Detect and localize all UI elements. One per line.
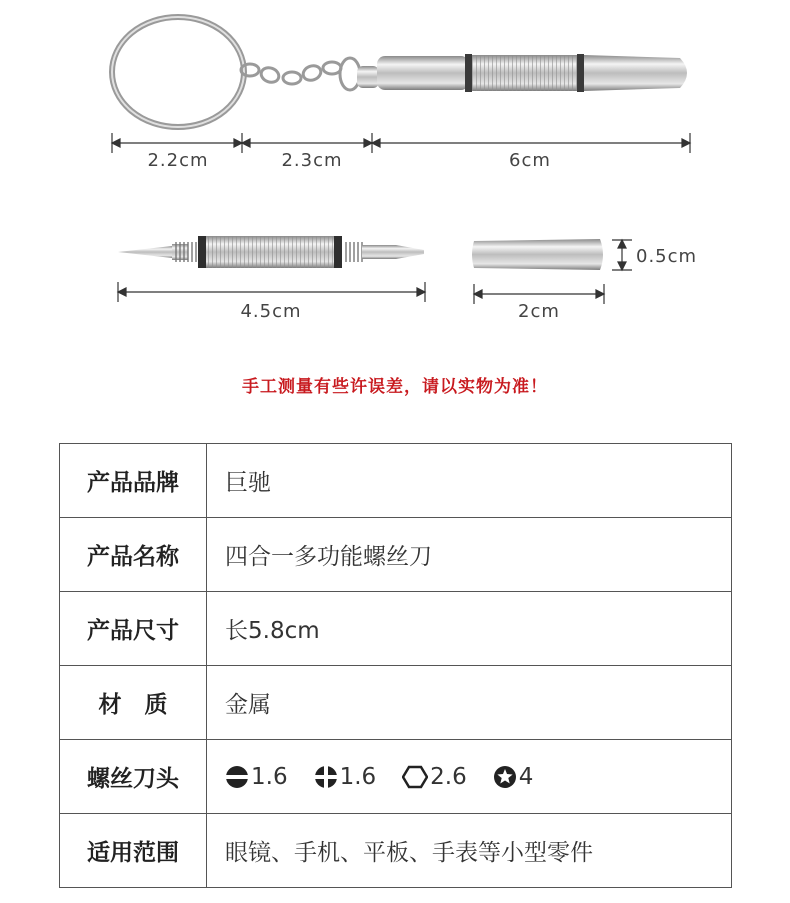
spec-key-size: 产品尺寸 (60, 592, 207, 666)
bit-hex (402, 764, 467, 790)
hex-bit-icon (402, 765, 428, 789)
spec-key-name: 产品名称 (60, 518, 207, 592)
dim-bit-label: 4.5cm (240, 301, 302, 322)
table-row (60, 666, 732, 740)
key-ring (112, 17, 244, 127)
table-row (60, 518, 732, 592)
bit-torx (493, 764, 534, 790)
dim-body-label: 6cm (509, 150, 551, 171)
torx-bit-icon (493, 765, 517, 789)
dim-cap-length-label: 2cm (518, 301, 560, 322)
measurement-notice: 手工测量有些许误差，请以实物为准！ (242, 377, 548, 397)
spec-value-bits (207, 740, 732, 814)
table-row (60, 814, 732, 888)
bit-phillips (314, 764, 377, 790)
spec-key-bits: 螺丝刀头 (60, 740, 207, 814)
spec-value-usage: 眼镜、手机、平板、手表等小型零件 (207, 814, 732, 888)
spec-value-material: 金属 (207, 666, 732, 740)
bit-size: 1.6 (339, 763, 377, 790)
bit-size: 4 (518, 763, 534, 790)
dim-chain-label: 2.3cm (281, 150, 343, 171)
spec-table (59, 443, 732, 888)
spec-value-brand: 巨驰 (207, 444, 732, 518)
cap (472, 239, 603, 270)
chain (241, 58, 360, 90)
product-illustration (0, 0, 790, 340)
bit-slotted (225, 764, 288, 790)
double-ended-bit (118, 236, 424, 268)
spec-value-name: 四合一多功能螺丝刀 (207, 518, 732, 592)
screwdriver-body (357, 54, 687, 92)
spec-key-usage: 适用范围 (60, 814, 207, 888)
slotted-bit-icon (225, 765, 249, 789)
spec-key-material: 材 质 (60, 666, 207, 740)
spec-key-brand: 产品品牌 (60, 444, 207, 518)
dim-cap-diameter-label: 0.5cm (636, 246, 698, 267)
table-row (60, 444, 732, 518)
bit-size: 1.6 (251, 763, 288, 790)
table-row (60, 740, 732, 814)
spec-value-size: 长5.8cm (207, 592, 732, 666)
dim-ring-label: 2.2cm (147, 150, 209, 171)
table-row (60, 592, 732, 666)
phillips-bit-icon (314, 765, 338, 789)
bit-size: 2.6 (430, 763, 467, 790)
